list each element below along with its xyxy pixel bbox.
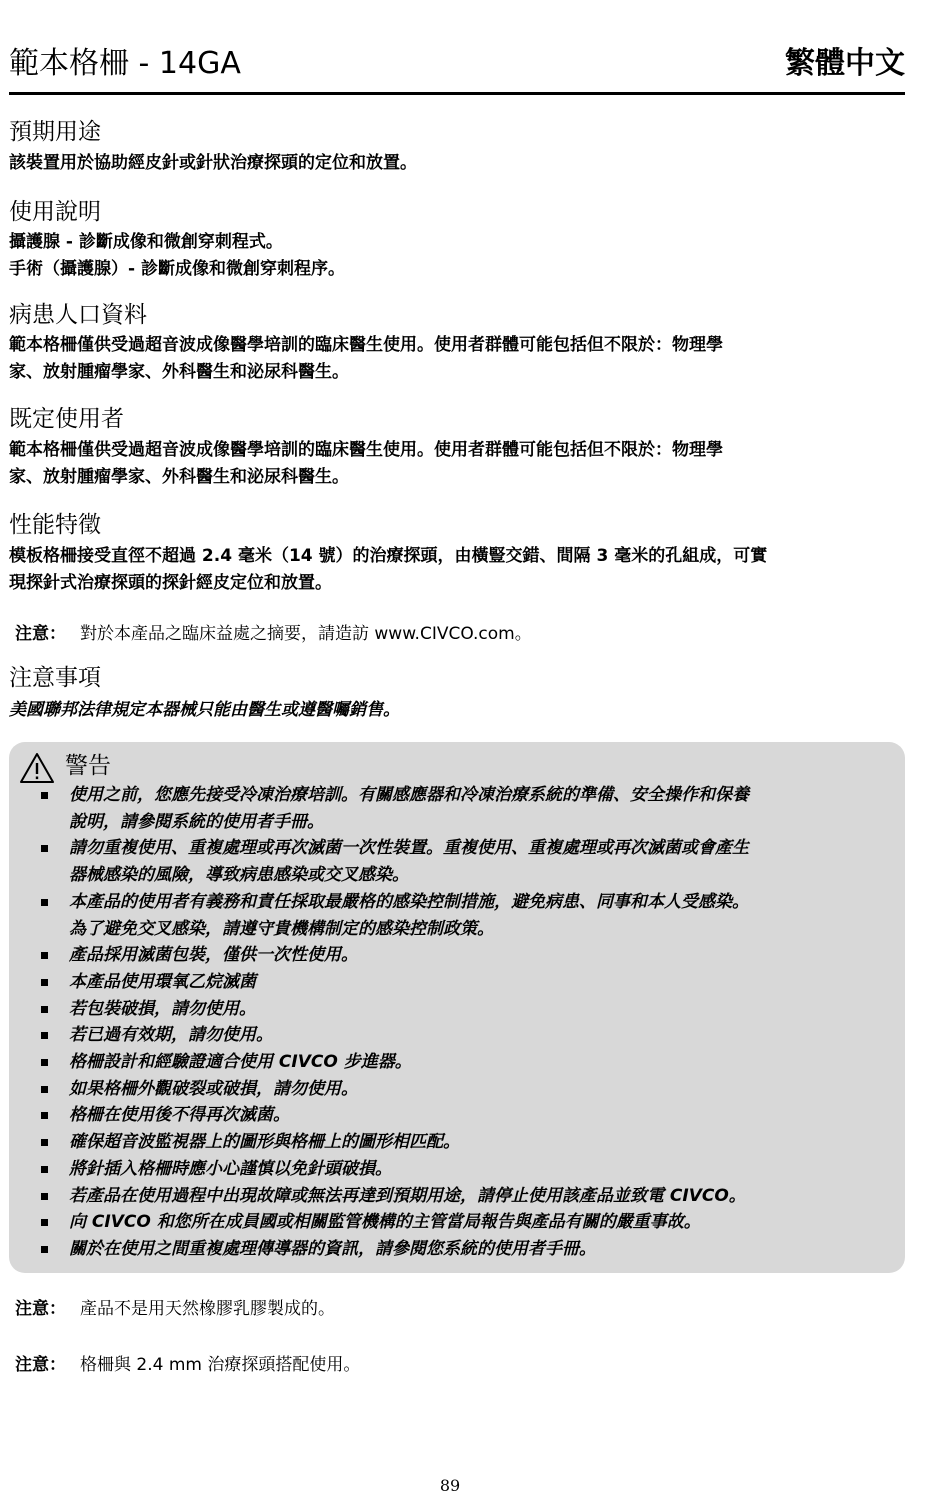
note-label: 注意：: [15, 1355, 66, 1375]
warning-title: 警告: [65, 753, 111, 779]
bullet-icon: [41, 952, 48, 959]
warning-item: [9, 1022, 905, 1049]
section-heading-precautions: 注意事項: [9, 665, 101, 691]
bullet-icon: [41, 1086, 48, 1093]
performance-text: [9, 543, 899, 597]
note-clinical-benefits: [15, 621, 532, 647]
text-line: 如果格柵外觀破裂或破損，請勿使用。: [69, 1078, 358, 1099]
warning-item: [9, 942, 905, 969]
page-header: [9, 44, 905, 95]
note-text: 產品不是用天然橡膠乳膠製成的。: [80, 1299, 335, 1319]
note-probe-compatibility: [15, 1352, 360, 1378]
intended-users-text: [9, 437, 899, 491]
text-line: 若產品在使用過程中出現故障或無法再達到預期用途，請停止使用該產品並致電 CIVCO。: [69, 1185, 746, 1206]
bullet-icon: [41, 792, 48, 799]
warning-item: [9, 996, 905, 1023]
text-line: 本產品使用環氧乙烷滅菌: [69, 971, 256, 992]
document-title: 範本格柵 - 14GA: [9, 46, 241, 81]
warning-item: [9, 969, 905, 996]
language-label: 繁體中文: [785, 46, 905, 81]
section-heading-intended-use: 預期用途: [9, 119, 101, 145]
indications-text: [9, 229, 899, 283]
text-line: 範本格柵僅供受過超音波成像醫學培訓的臨床醫生使用。使用者群體可能包括但不限於：物理學: [9, 440, 723, 460]
text-line: 美國聯邦法律規定本器械只能由醫生或遵醫囑銷售。: [9, 700, 400, 720]
patient-population-text: [9, 332, 899, 386]
warning-item: [9, 1129, 905, 1156]
warning-item: [9, 1049, 905, 1076]
warning-item: [9, 835, 905, 888]
text-line: 說明，請參閱系統的使用者手冊。: [69, 811, 324, 832]
text-line: 格柵在使用後不得再次滅菌。: [69, 1105, 290, 1126]
note-label: 注意：: [15, 1299, 66, 1319]
text-line: 若包裝破損，請勿使用。: [69, 998, 256, 1019]
text-line: 模板格柵接受直徑不超過 2.4 毫米（14 號）的治療探頭，由橫豎交錯、間隔 3 毫米的孔組成，可實: [9, 546, 768, 566]
text-line: 本產品的使用者有義務和責任採取最嚴格的感染控制措施，避免病患、同事和本人受感染。: [69, 891, 749, 912]
text-line: 攝護腺 - 診斷成像和微創穿刺程式。: [9, 232, 283, 252]
page-number: 89: [439, 1476, 461, 1495]
section-heading-indications: 使用說明: [9, 199, 101, 225]
section-heading-intended-users: 既定使用者: [9, 406, 124, 432]
bullet-icon: [41, 1059, 48, 1066]
text-line: 向 CIVCO 和您所在成員國或相關監管機構的主管當局報告與產品有關的嚴重事故。: [69, 1212, 701, 1233]
text-line: 將針插入格柵時應小心謹慎以免針頭破損。: [69, 1158, 392, 1179]
text-line: 確保超音波監視器上的圖形與格柵上的圖形相匹配。: [69, 1132, 460, 1153]
warning-item: [9, 1102, 905, 1129]
warning-item: [9, 782, 905, 835]
text-line: 產品採用滅菌包裝，僅供一次性使用。: [69, 945, 358, 966]
intended-use-text: [9, 150, 899, 177]
warning-item: [9, 1183, 905, 1210]
bullet-icon: [41, 1112, 48, 1119]
warning-triangle-icon: [19, 752, 55, 784]
bullet-icon: [41, 899, 48, 906]
text-line: 手術（攝護腺）- 診斷成像和微創穿刺程序。: [9, 259, 345, 279]
warning-item: [9, 1209, 905, 1236]
bullet-icon: [41, 1006, 48, 1013]
precautions-text: [9, 697, 899, 724]
warning-item: [9, 1076, 905, 1103]
warning-item: [9, 889, 905, 942]
warning-item: [9, 1236, 905, 1263]
warning-list: [9, 782, 905, 1263]
text-line: 若已過有效期，請勿使用。: [69, 1025, 273, 1046]
text-line: 範本格柵僅供受過超音波成像醫學培訓的臨床醫生使用。使用者群體可能包括但不限於：物理學: [9, 335, 723, 355]
text-line: 使用之前，您應先接受冷凍治療培訓。有關感應器和冷凍治療系統的準備、安全操作和保養: [69, 785, 749, 805]
text-line: 關於在使用之間重複處理傳導器的資訊，請參閱您系統的使用者手冊。: [69, 1238, 596, 1259]
bullet-icon: [41, 1166, 48, 1173]
section-heading-patient-population: 病患人口資料: [9, 302, 147, 328]
text-line: 格柵設計和經驗證適合使用 CIVCO 步進器。: [69, 1052, 412, 1073]
bullet-icon: [41, 979, 48, 986]
bullet-icon: [41, 845, 48, 852]
note-text: 對於本產品之臨床益處之摘要，請造訪 www.CIVCO.com。: [80, 624, 532, 644]
bullet-icon: [41, 1246, 48, 1253]
text-line: 該裝置用於協助經皮針或針狀治療探頭的定位和放置。: [9, 153, 417, 173]
text-line: 現探針式治療探頭的探針經皮定位和放置。: [9, 573, 332, 593]
bullet-icon: [41, 1032, 48, 1039]
text-line: 家、放射腫瘤學家、外科醫生和泌尿科醫生。: [9, 362, 349, 382]
text-line: 請勿重複使用、重複處理或再次滅菌一次性裝置。重複使用、重複處理或再次滅菌或會產生: [69, 838, 749, 859]
bullet-icon: [41, 1139, 48, 1146]
text-line: 家、放射腫瘤學家、外科醫生和泌尿科醫生。: [9, 467, 349, 487]
bullet-icon: [41, 1219, 48, 1226]
section-heading-performance: 性能特徵: [9, 512, 101, 538]
text-line: 為了避免交叉感染，請遵守貴機構制定的感染控制政策。: [69, 918, 494, 939]
note-latex: [15, 1296, 335, 1322]
warning-box: [9, 742, 905, 1273]
note-label: 注意：: [15, 624, 66, 644]
note-text: 格柵與 2.4 mm 治療探頭搭配使用。: [80, 1355, 361, 1375]
warning-item: [9, 1156, 905, 1183]
text-line: 器械感染的風險，導致病患感染或交叉感染。: [69, 865, 409, 886]
bullet-icon: [41, 1193, 48, 1200]
